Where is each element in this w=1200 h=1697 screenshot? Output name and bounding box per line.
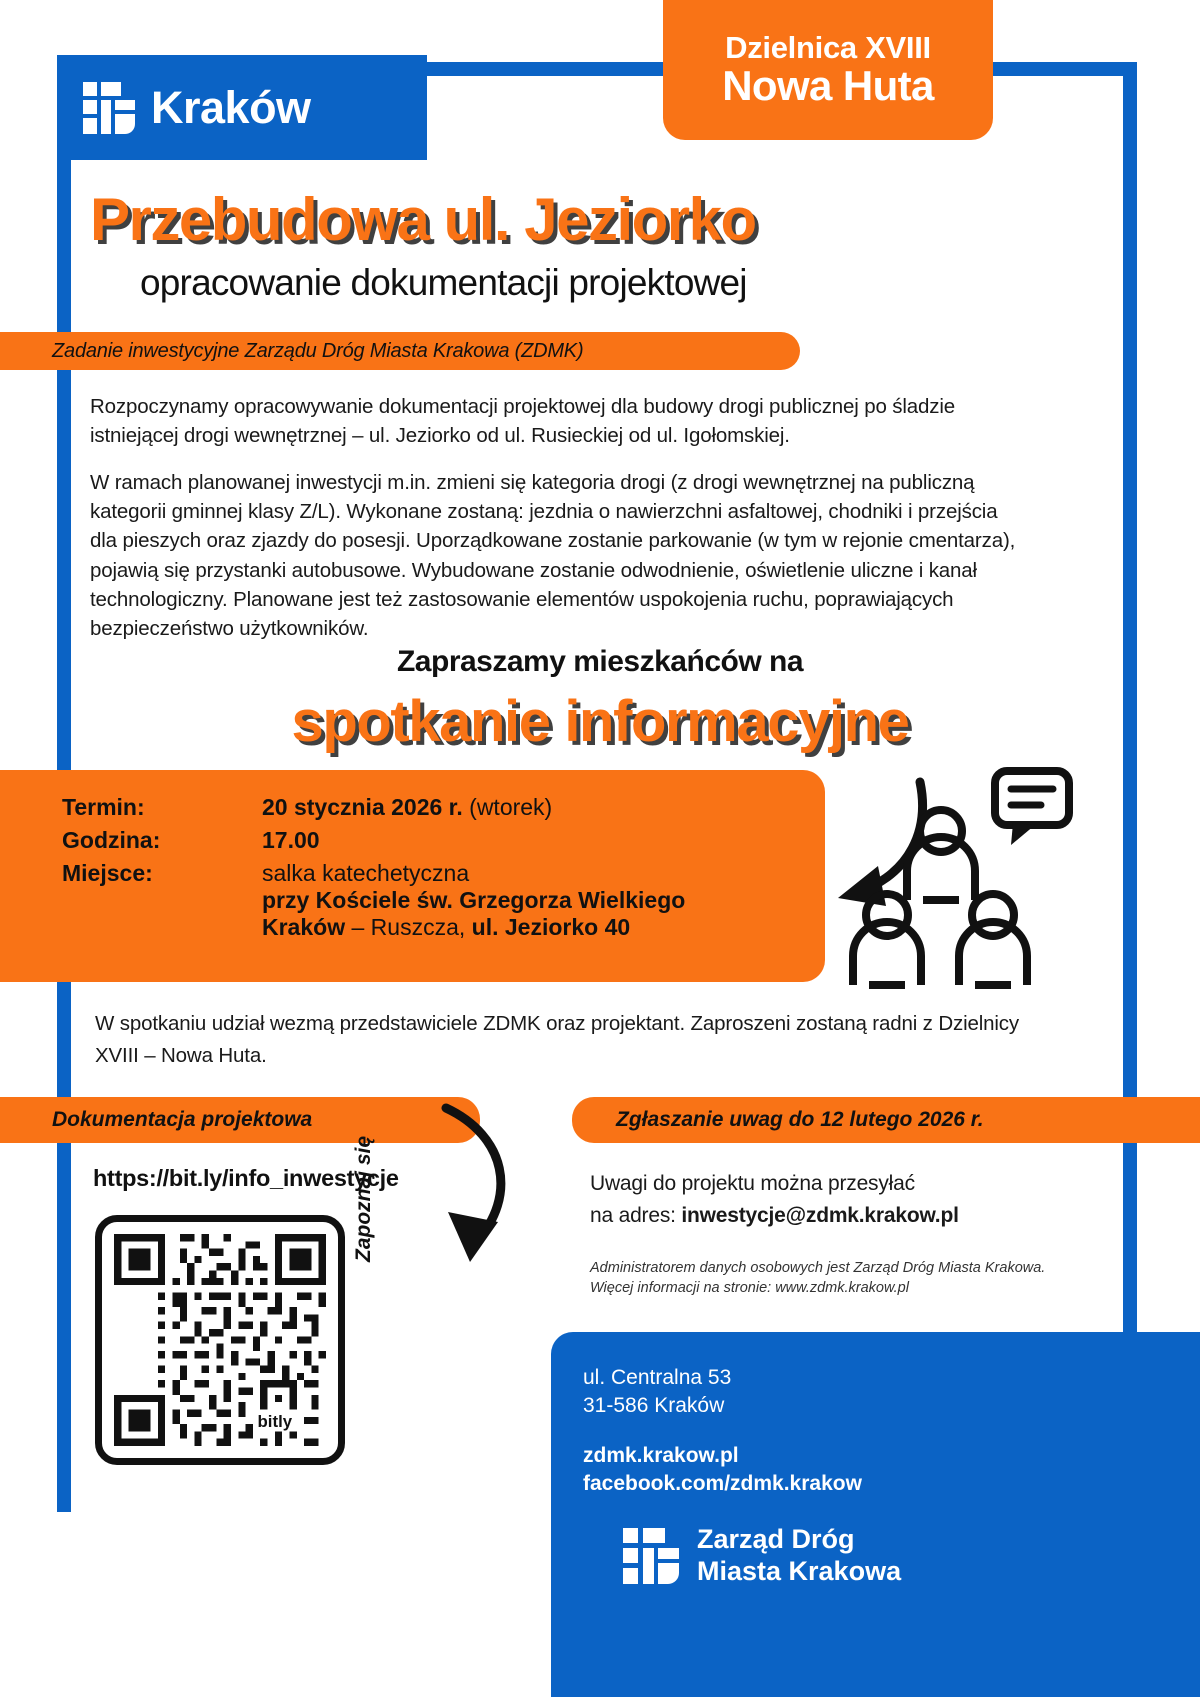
page-title: Przebudowa ul. Jeziorko	[90, 186, 756, 253]
remarks-line1: Uwagi do projektu można przesyłać	[590, 1172, 915, 1195]
body-paragraph-1: Rozpoczynamy opracowywanie dokumentacji projektowej dla budowy drogi publicznej po śladzie istniejącej drogi wewnętrznej – ul. Jeziorko od ul. Rusieckiej od ul. Igołomskiej.	[90, 395, 956, 448]
meeting-date-bold: 20 stycznia 2026 r.	[262, 794, 463, 820]
gdpr-note: Administratorem danych osobowych jest Zarząd Dróg Miasta Krakowa. Więcej informacji na stronie: www.zdmk.krakow.pl	[590, 1260, 1046, 1296]
people-group-icon	[845, 765, 1095, 990]
task-banner-label: Zadanie inwestycyjne Zarządu Dróg Miasta Krakowa (ZDMK)	[52, 339, 584, 362]
zdmk-name-line2: Miasta Krakowa	[697, 1555, 902, 1586]
body-copy	[90, 392, 1020, 661]
remarks-email[interactable]: inwestycje@zdmk.krakow.pl	[681, 1203, 959, 1227]
invite-headline: spotkanie informacyjne	[291, 689, 909, 754]
meeting-place-value	[262, 860, 685, 941]
district-badge	[663, 0, 993, 140]
meeting-time-label: Godzina:	[62, 827, 161, 853]
remarks-address-prefix: na adres:	[590, 1203, 676, 1227]
krakow-logo-label: Kraków	[151, 82, 311, 133]
zdmk-logo-label	[697, 1524, 901, 1588]
footer-address-line2: 31-586 Kraków	[583, 1394, 725, 1418]
footer-facebook-link[interactable]: facebook.com/zdmk.krakow	[583, 1472, 862, 1496]
task-banner	[0, 332, 800, 370]
qr-code-frame	[95, 1215, 345, 1465]
invite-line: Zapraszamy mieszkańców na	[396, 645, 804, 678]
svg-text:bitly: bitly	[257, 1411, 293, 1431]
meeting-place-line2: przy Kościele św. Grzegorza Wielkiego	[262, 887, 686, 913]
meeting-place-label: Miejsce:	[62, 860, 153, 886]
remarks-banner	[572, 1097, 1200, 1143]
remarks-line2	[590, 1200, 1060, 1232]
qr-caption: Zapoznaj się	[352, 1135, 375, 1262]
zdmk-logo	[623, 1524, 901, 1588]
footer-address	[583, 1364, 731, 1421]
footer-links	[583, 1442, 862, 1499]
qr-code[interactable]	[95, 1215, 345, 1465]
qr-code-matrix	[114, 1234, 326, 1446]
krakow-logo-block	[57, 55, 427, 160]
meeting-city: Kraków	[262, 914, 346, 940]
meeting-details-box	[0, 770, 825, 982]
meeting-date-label: Termin:	[62, 794, 145, 820]
body-paragraph-2: W ramach planowanej inwestycji m.in. zmieni się kategoria drogi (z drogi wewnętrznej na publiczną kategorii gminnej klasy Z/L). Wykonane zostaną: jezdnia o nawierzchni asfaltowej, chodniki i przejścia dla pieszych oraz zjazdy do posesji. Uporządkowane zostanie parkowanie (w tym w rejonie cmentarza), pojawią się przystanki autobusowe. Wybudowane zostanie odwodnienie, oświetlenie uliczne i kanał technologiczny. Planowane jest też zastosowanie elementów uspokojenia ruchu, poprawiających bezpieczeństwo użytkowników.	[90, 471, 1016, 640]
district-line1: Dzielnica XVIII	[725, 29, 931, 65]
page-subtitle: opracowanie dokumentacji projektowej	[140, 262, 747, 303]
meeting-time-value: 17.00	[262, 827, 320, 853]
footer-website-link[interactable]: zdmk.krakow.pl	[583, 1444, 739, 1467]
meeting-date-value	[262, 794, 685, 821]
meeting-date-weekday: (wtorek)	[469, 794, 553, 820]
meeting-street: ul. Jeziorko 40	[471, 914, 631, 940]
krakow-logo-icon	[83, 82, 135, 134]
district-line2: Nowa Huta	[722, 62, 934, 110]
meeting-district: – Ruszcza,	[351, 914, 466, 940]
footer-card	[551, 1332, 1200, 1697]
zdmk-name-line1: Zarząd Dróg	[697, 1524, 855, 1554]
meeting-details-grid	[62, 794, 685, 941]
remarks-banner-label: Zgłaszanie uwag do 12 lutego 2026 r.	[616, 1108, 984, 1131]
documentation-url[interactable]: https://bit.ly/info_inwestycje	[93, 1165, 399, 1191]
documentation-banner	[0, 1097, 480, 1143]
zdmk-logo-icon	[623, 1528, 679, 1584]
documentation-banner-label: Dokumentacja projektowa	[52, 1108, 313, 1131]
footer-address-line1: ul. Centralna 53	[583, 1366, 732, 1389]
after-meeting-text: W spotkaniu udział wezmą przedstawiciele ZDMK oraz projektant. Zaproszeni zostaną radni z Dzielnicy XVIII – Nowa Huta.	[95, 1012, 1019, 1067]
arrow-to-qr-icon	[420, 1100, 550, 1280]
remarks-text	[590, 1168, 1060, 1231]
meeting-place-line3	[262, 914, 685, 941]
meeting-place-line1: salka katechetyczna	[262, 860, 470, 886]
